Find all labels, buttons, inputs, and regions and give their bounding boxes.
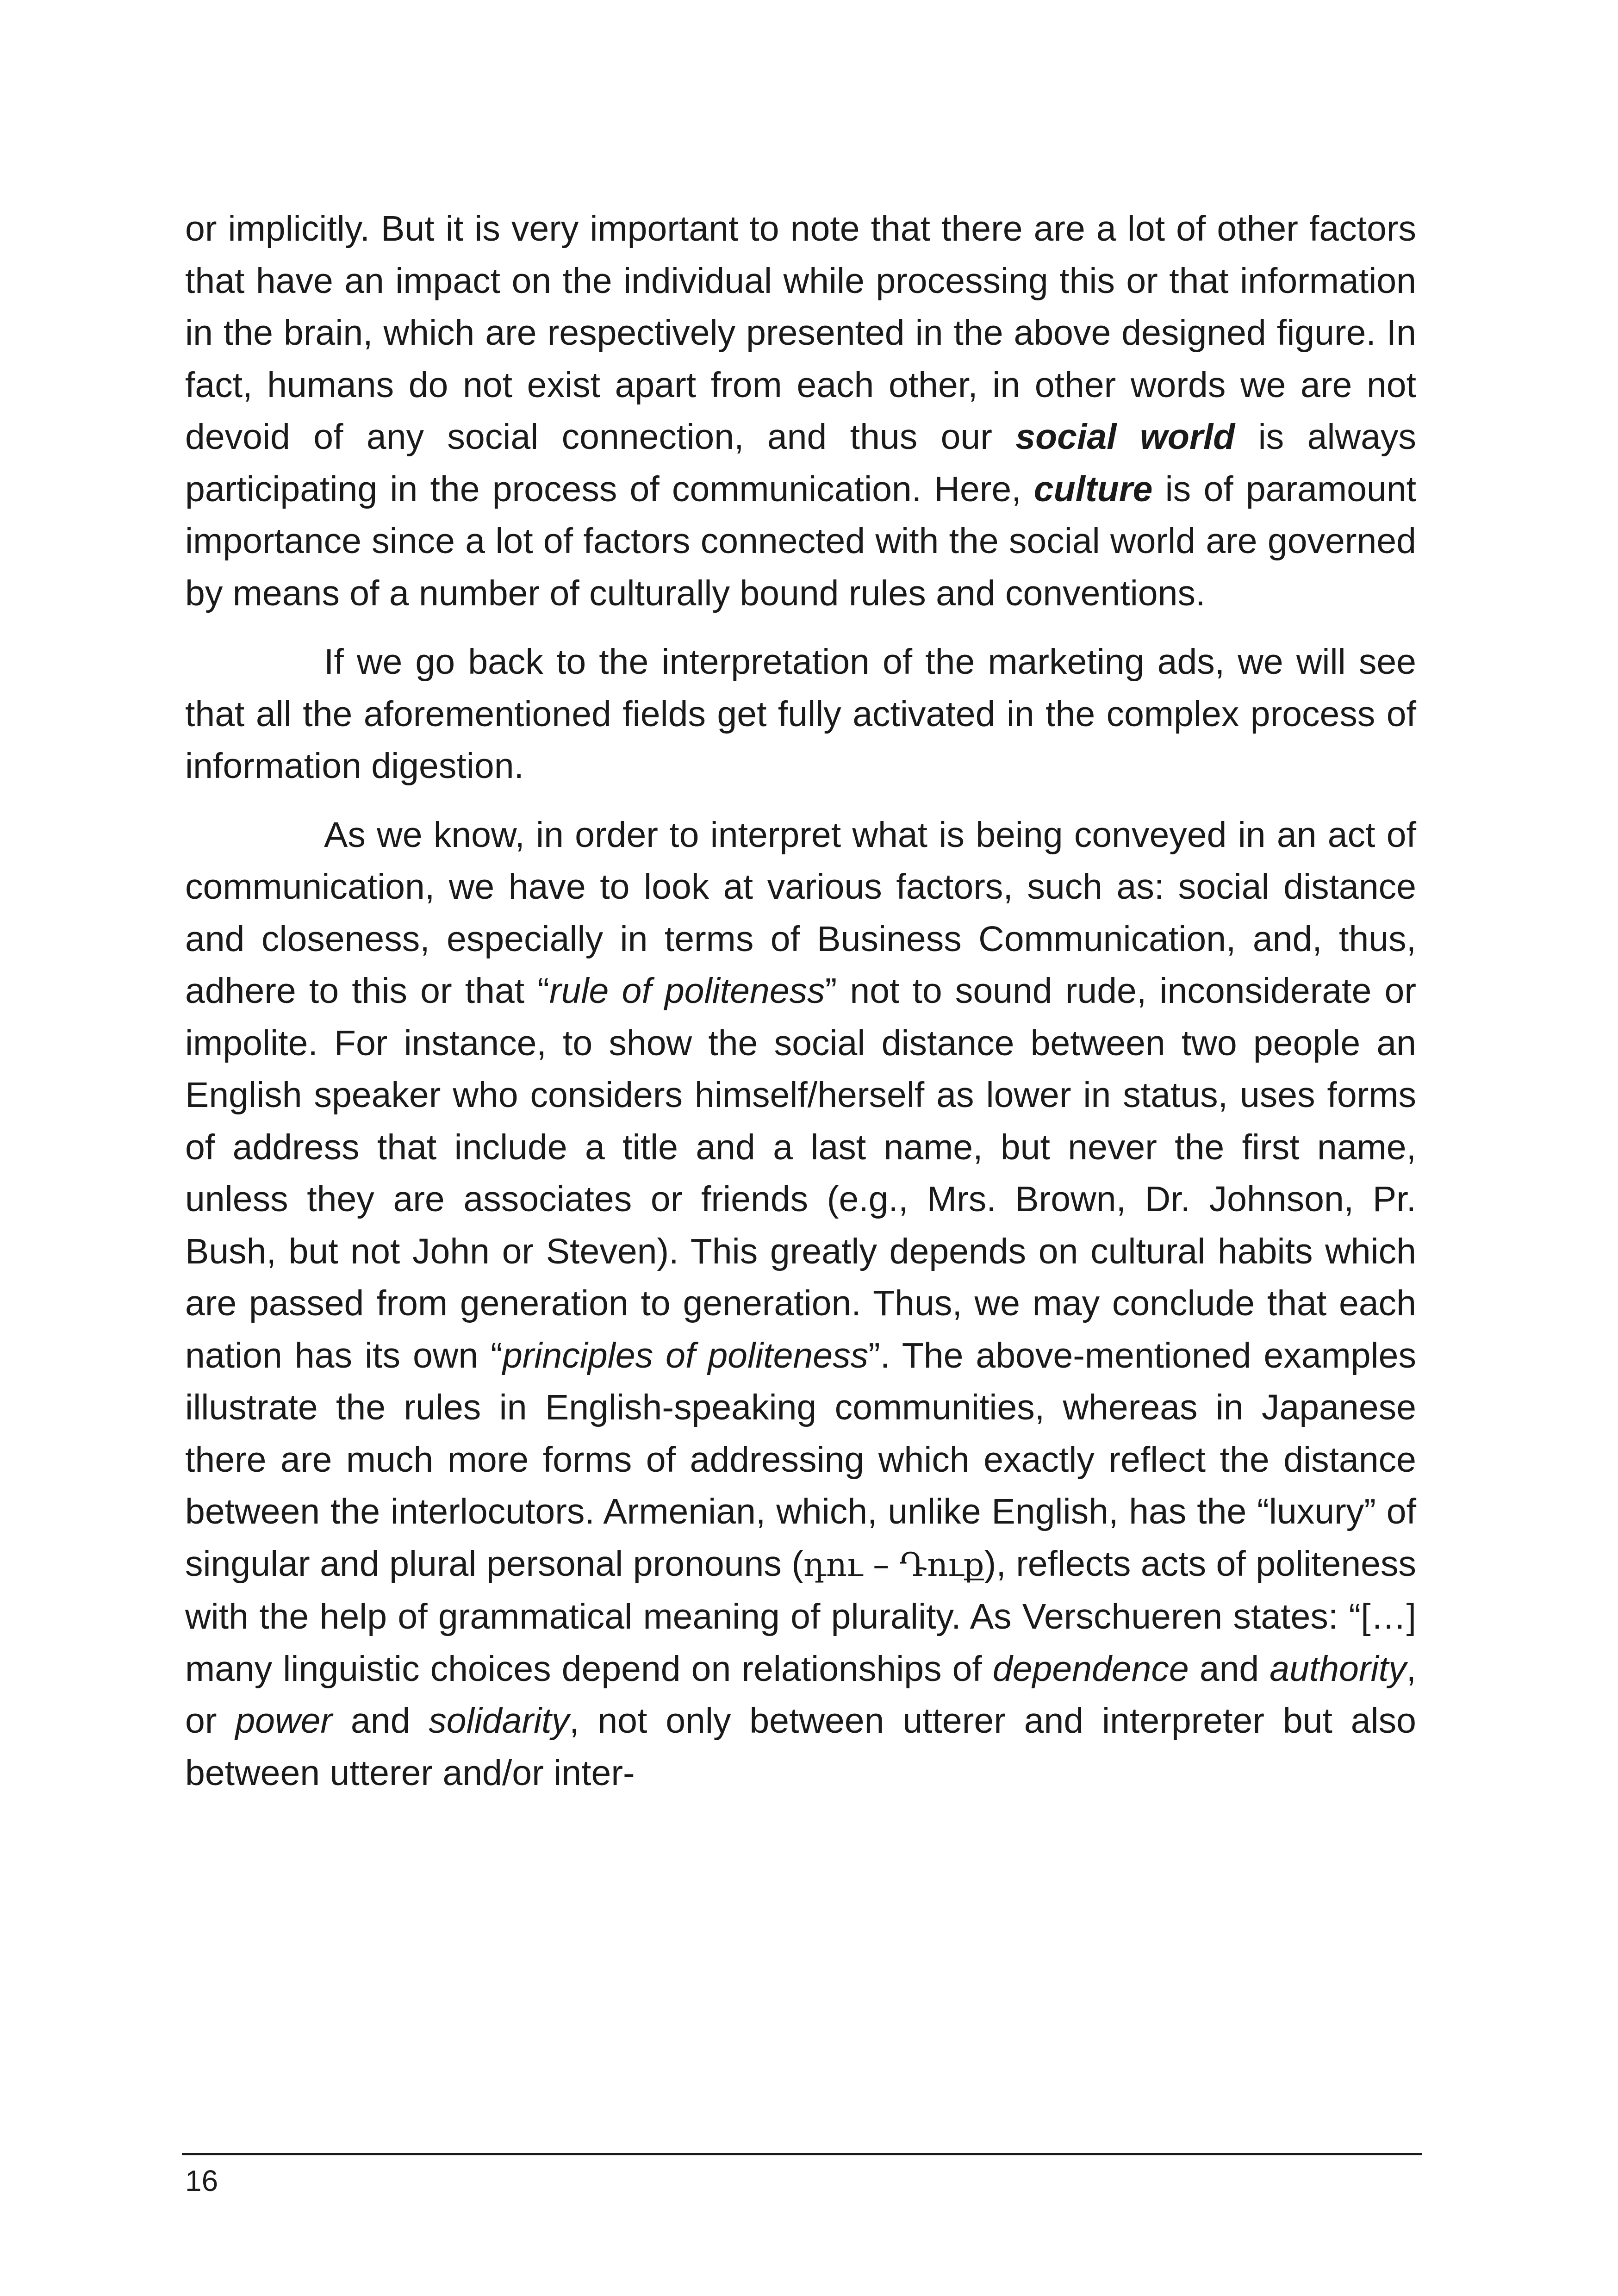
text-run: ), reflects acts of politeness with the help of grammatical meaning of plurality. As Verschueren states: “[…] many linguistic choices depend on relationships of: [185, 1543, 1416, 1689]
emphasis-social-world: social world: [1015, 417, 1235, 457]
text-run: or implicitly. But it is very important to note that there are a lot of other factors that have an impact on the individual while processing this or that information in the brain, which are respectively presented in the above designed figure. In fact, humans do not exist apart from each other, in other words we are not devoid of any social connection, and thus our: [185, 209, 1416, 457]
italic-dependence: dependence: [992, 1649, 1189, 1689]
text-run: and: [1189, 1649, 1270, 1689]
text-run: As we know, in order to interpret what is being conveyed in an act of communication, we have to look at various factors, such as: social distance and closeness, especially in terms of Business Communication, and, thus, adhere to this or that “: [185, 815, 1416, 1011]
italic-solidarity: solidarity: [429, 1701, 570, 1741]
paragraph-2: [185, 636, 1416, 792]
text-run: is always participating in the process of communication. Here,: [185, 417, 1416, 509]
text-run: , not only between utterer and interpreter but also between utterer and/or inter-: [185, 1701, 1416, 1793]
text-run: If we go back to the interpretation of the marketing ads, we will see that all the aforementioned fields get fully activated in the complex process of information digestion.: [185, 642, 1416, 786]
body-text: [185, 203, 1416, 1799]
italic-power: power: [235, 1701, 333, 1741]
italic-authority: authority: [1270, 1649, 1406, 1689]
italic-rule-of-politeness: rule of politeness: [549, 971, 825, 1011]
italic-principles-of-politeness: principles of politeness: [502, 1335, 869, 1375]
text-run: ” not to sound rude, inconsiderate or impolite. For instance, to show the social distance between two people an English speaker who considers himself/herself as lower in status, uses forms of address that include a title and a last name, but never the first name, unless they are associates or friends (e.g., Mrs. Brown, Dr. Johnson, Pr. Bush, but not John or Steven). This greatly depends on cultural habits which are passed from generation to generation. Thus, we may conclude that each nation has its own “: [185, 971, 1416, 1375]
text-run: and: [332, 1701, 429, 1741]
footer-divider: [182, 2153, 1422, 2155]
emphasis-culture: culture: [1033, 469, 1153, 509]
text-run: is of paramount importance since a lot of factors connected with the social world are governed by means of a number of culturally bound rules and conventions.: [185, 469, 1416, 613]
paragraph-3: [185, 809, 1416, 1799]
text-run: , or: [185, 1649, 1417, 1741]
text-run: ”. The above-mentioned examples illustrate the rules in English-speaking communities, whereas in Japanese there are much more forms of addressing which exactly reflect the distance between the interlocutors. Armenian, which, unlike English, has the “luxury” of singular and plural personal pronouns (: [185, 1335, 1416, 1584]
page-number: 16: [185, 2164, 218, 2197]
armenian-pronouns: դու – Դուք: [803, 1545, 984, 1584]
paragraph-1: [185, 203, 1416, 619]
